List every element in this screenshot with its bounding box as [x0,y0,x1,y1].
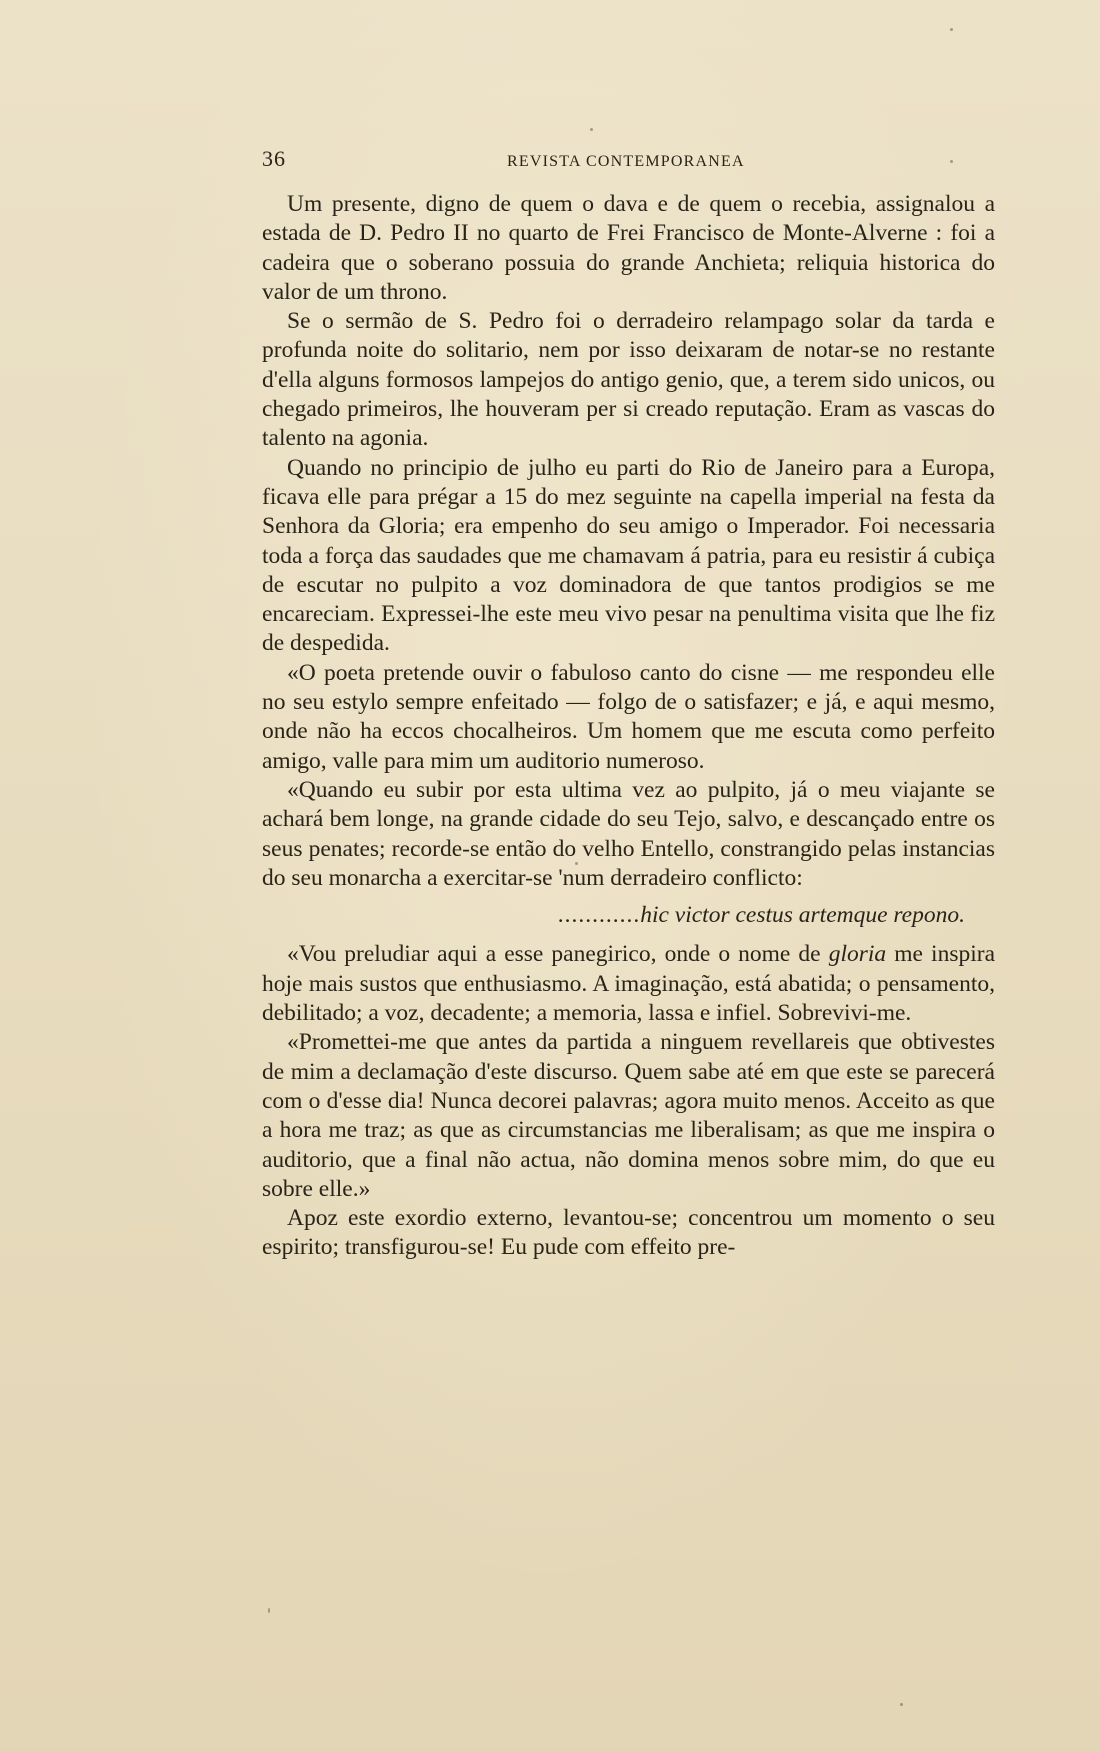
paragraph-text: «Vou preludiar aqui a esse panegirico, onde o nome de [287,941,829,968]
paragraph: Um presente, digno de quem o dava e de quem o recebia, assignalou a estada de D. Pedro II no quarto de Frei Francisco de Monte-Alverne : foi a cadeira que o soberano possuia do grande Anchieta; reliquia historica do valor de um throno. [262,191,995,305]
page-header [262,146,997,176]
paragraph: Se o sermão de S. Pedro foi o derradeiro relampago solar da tarda e profunda noite do solitario, nem por isso deixaram de notar-se no restante d'ella alguns formosos lampejos do antigo genio, que, a terem sido unicos, ou chegado primeiros, lhe houveram per si creado reputação. Eram as vascas do talento na agonia. [262,308,995,452]
paragraph: «Quando eu subir por esta ultima vez ao pulpito, já o meu viajante se achará bem longe, na grande cidade do seu Tejo, salvo, e descançado entre os seus penates; recorde-se então do velho Entello, constrangido pelas instancias do seu monarcha a exercitar-se 'num derradeiro conflicto: [262,776,995,891]
paragraph-text: me inspira hoje mais sustos que enthusiasmo. A imaginação, está abatida; o pensamento, debilitado; a voz, decadente; a memoria, lassa e infiel. Sobrevivi-me. [262,941,995,1027]
verse-quotation [262,901,995,930]
paper-speck [590,128,593,131]
paper-speck [900,1703,903,1706]
running-title: REVISTA CONTEMPORANEA [507,153,745,170]
page-number: 36 [262,146,286,171]
paper-speck [268,1608,270,1613]
paragraph: «Promettei-me que antes da partida a ninguem revellareis que obtivestes de mim a declamação d'este discurso. Quem sabe até em que este se parecerá com o d'esse dia! Nunca decorei palavras; agora muito menos. Acceito as que a hora me traz; as que as circumstancias me liberalisam; as que me inspira o auditorio, que a final não actua, não domina menos sobre mim, do que eu sobre elle.» [262,1029,995,1202]
verse-text: hic victor cestus artemque repono. [640,902,965,929]
paragraph: «O poeta pretende ouvir o fabuloso canto do cisne — me respondeu elle no seu estylo sempre enfeitado — folgo de o satisfazer; e já, e aqui mesmo, onde não ha eccos chocalheiros. Um homem que me escuta como perfeito amigo, valle para mim um auditorio numeroso. [262,659,995,774]
paper-speck [575,862,578,865]
italic-word: gloria [828,941,887,968]
paper-speck [950,28,953,31]
verse-leader-dots: ............ [557,902,641,929]
paragraph [262,940,995,1028]
paragraph: Quando no principio de julho eu parti do Rio de Janeiro para a Europa, ficava elle para prégar a 15 do mez seguinte na capella imperial na festa da Senhora da Gloria; era empenho do seu amigo o Imperador. Foi necessaria toda a força das saudades que me chamavam á patria, para eu resistir á cubiça de escutar no pulpito a voz dominadora de que tantos prodigios se me encareciam. Expressei-lhe este meu vivo pesar na penultima visita que lhe fiz de despedida. [262,454,995,657]
body-text [262,190,995,1263]
paragraph: Apoz este exordio externo, levantou-se; concentrou um momento o seu espirito; transfigurou-se! Eu pude com effeito pre- [262,1205,995,1261]
paper-speck [950,160,953,163]
